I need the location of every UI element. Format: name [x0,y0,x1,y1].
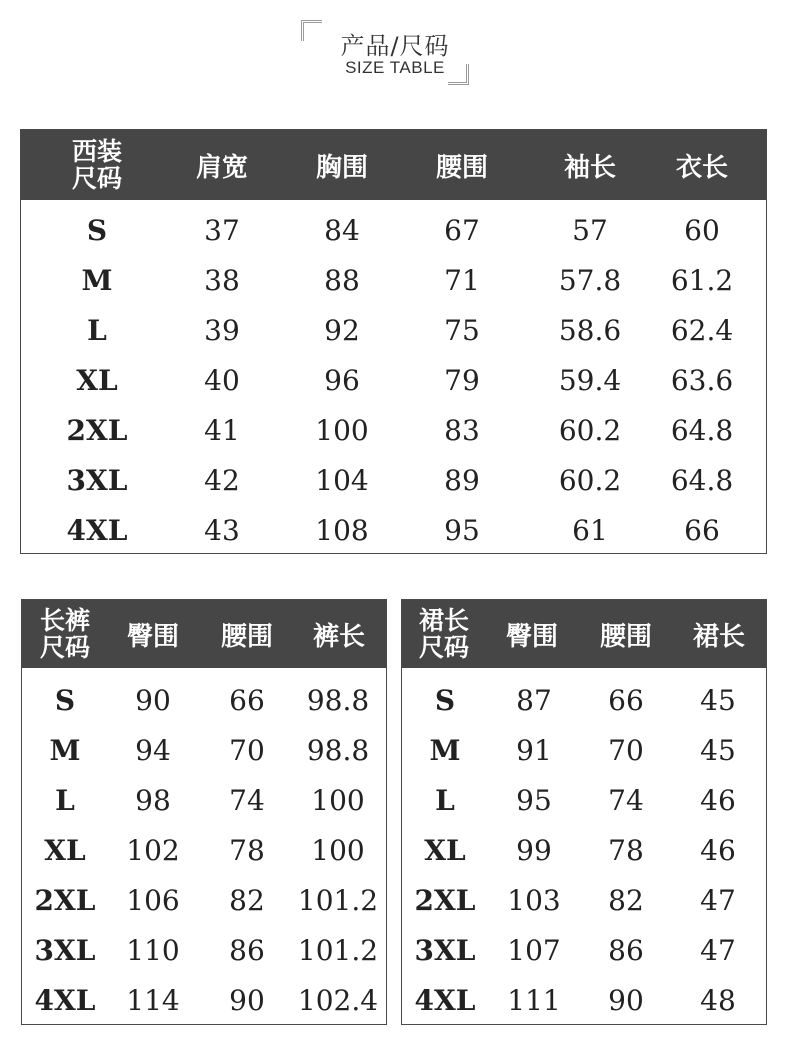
measurement-value: 60 [684,213,720,247]
corner-line-1: 裙长 [418,606,469,635]
header-length: 衣长 [675,152,728,183]
table-row [402,725,766,775]
measurement-value: 71 [444,263,480,297]
skirt-corner-label [402,600,486,668]
size-label: 4XL [414,983,476,1017]
measurement-value: 74 [608,783,644,817]
measurement-value: 40 [204,363,240,397]
size-label: S [54,683,76,717]
table-row [402,925,766,975]
measurement-value: 98 [135,783,171,817]
measurement-value: 89 [444,463,480,497]
measurement-value: 57 [572,213,608,247]
measurement-value: 39 [204,313,240,347]
measurement-value: 43 [204,513,240,547]
measurement-value: 82 [608,883,644,917]
measurement-value: 101.2 [297,933,379,967]
measurement-value: 63.6 [670,363,734,397]
header-pants-length: 裤长 [312,621,365,652]
measurement-value: 90 [135,683,171,717]
size-label: L [55,783,75,817]
measurement-value: 114 [126,983,180,1017]
measurement-value: 75 [444,313,480,347]
table-row [402,775,766,825]
measurement-value: 64.8 [670,413,734,447]
table-row [22,825,386,875]
measurement-value: 74 [229,783,265,817]
corner-bracket-bottom-right [448,64,469,85]
measurement-value: 46 [700,783,736,817]
table-row [21,405,766,455]
table-row [21,255,766,305]
header-waist: 腰围 [599,621,652,652]
measurement-value: 45 [700,683,736,717]
measurement-value: 66 [684,513,720,547]
measurement-value: 111 [507,983,561,1017]
size-table-title [0,18,790,88]
table-row [402,975,766,1025]
table-row [21,505,766,555]
pants-table-header [22,600,386,668]
size-label: 2XL [34,883,96,917]
table-row [21,455,766,505]
measurement-value: 45 [700,733,736,767]
header-sleeve: 袖长 [563,152,616,183]
measurement-value: 83 [444,413,480,447]
skirt-table-header [402,600,766,668]
measurement-value: 101.2 [297,883,379,917]
measurement-value: 102.4 [297,983,379,1017]
measurement-value: 62.4 [670,313,734,347]
size-label: XL [76,363,118,397]
measurement-value: 100 [311,833,365,867]
measurement-value: 102 [126,833,180,867]
measurement-value: 100 [315,413,369,447]
measurement-value: 37 [204,213,240,247]
suit-corner-label [21,130,173,200]
size-label: M [49,733,81,767]
measurement-value: 66 [229,683,265,717]
measurement-value: 70 [229,733,265,767]
measurement-value: 106 [126,883,180,917]
size-label: M [81,263,113,297]
measurement-value: 99 [516,833,552,867]
size-label: L [435,783,455,817]
size-label: 2XL [66,413,128,447]
measurement-value: 78 [229,833,265,867]
measurement-value: 42 [204,463,240,497]
measurement-value: 92 [324,313,360,347]
corner-line-1: 西装 [71,137,122,166]
size-label: XL [424,833,466,867]
measurement-value: 91 [516,733,552,767]
header-chest: 胸围 [315,152,368,183]
table-row [22,875,386,925]
measurement-value: 79 [444,363,480,397]
header-waist: 腰围 [435,152,488,183]
size-label: 3XL [414,933,476,967]
pants-size-table [21,599,387,1025]
measurement-value: 98.8 [306,733,370,767]
title-chinese: 产品/尺码 [340,32,450,60]
measurement-value: 59.4 [558,363,622,397]
size-label: S [86,213,108,247]
measurement-value: 38 [204,263,240,297]
measurement-value: 78 [608,833,644,867]
header-skirt-length: 裙长 [692,621,745,652]
measurement-value: 108 [315,513,369,547]
measurement-value: 47 [700,933,736,967]
size-label: 4XL [66,513,128,547]
measurement-value: 94 [135,733,171,767]
size-label: XL [44,833,86,867]
measurement-value: 60.2 [558,463,622,497]
table-row [22,725,386,775]
measurement-value: 41 [204,413,240,447]
measurement-value: 90 [608,983,644,1017]
size-label: 3XL [34,933,96,967]
table-row [402,825,766,875]
size-label: S [434,683,456,717]
table-row [21,205,766,255]
measurement-value: 100 [311,783,365,817]
measurement-value: 47 [700,883,736,917]
measurement-value: 98.8 [306,683,370,717]
title-english: SIZE TABLE [345,58,445,77]
table-row [22,975,386,1025]
measurement-value: 103 [507,883,561,917]
measurement-value: 58.6 [558,313,622,347]
measurement-value: 95 [516,783,552,817]
header-hip: 臀围 [126,621,179,652]
header-waist: 腰围 [220,621,273,652]
measurement-value: 87 [516,683,552,717]
size-label: 4XL [34,983,96,1017]
corner-line-2: 尺码 [418,633,469,662]
measurement-value: 61.2 [670,263,734,297]
measurement-value: 57.8 [558,263,622,297]
header-hip: 臀围 [505,621,558,652]
measurement-value: 88 [324,263,360,297]
measurement-value: 48 [700,983,736,1017]
size-label: 2XL [414,883,476,917]
table-row [21,355,766,405]
size-label: 3XL [66,463,128,497]
corner-line-1: 长裤 [39,606,90,635]
measurement-value: 61 [572,513,608,547]
measurement-value: 90 [229,983,265,1017]
measurement-value: 67 [444,213,480,247]
measurement-value: 96 [324,363,360,397]
measurement-value: 86 [229,933,265,967]
measurement-value: 104 [315,463,369,497]
measurement-value: 86 [608,933,644,967]
table-row [402,875,766,925]
table-row [22,675,386,725]
corner-line-2: 尺码 [39,633,90,662]
measurement-value: 64.8 [670,463,734,497]
corner-line-2: 尺码 [71,164,122,193]
measurement-value: 46 [700,833,736,867]
table-row [22,775,386,825]
header-shoulder: 肩宽 [195,152,248,183]
skirt-size-table [401,599,767,1025]
measurement-value: 82 [229,883,265,917]
size-label: L [87,313,107,347]
table-row [22,925,386,975]
pants-corner-label [22,600,108,668]
table-row [402,675,766,725]
measurement-value: 95 [444,513,480,547]
measurement-value: 107 [507,933,561,967]
measurement-value: 70 [608,733,644,767]
measurement-value: 60.2 [558,413,622,447]
measurement-value: 110 [126,933,180,967]
size-label: M [429,733,461,767]
suit-table-header [21,130,766,200]
measurement-value: 66 [608,683,644,717]
measurement-value: 84 [324,213,360,247]
table-row [21,305,766,355]
suit-size-table [20,129,767,554]
